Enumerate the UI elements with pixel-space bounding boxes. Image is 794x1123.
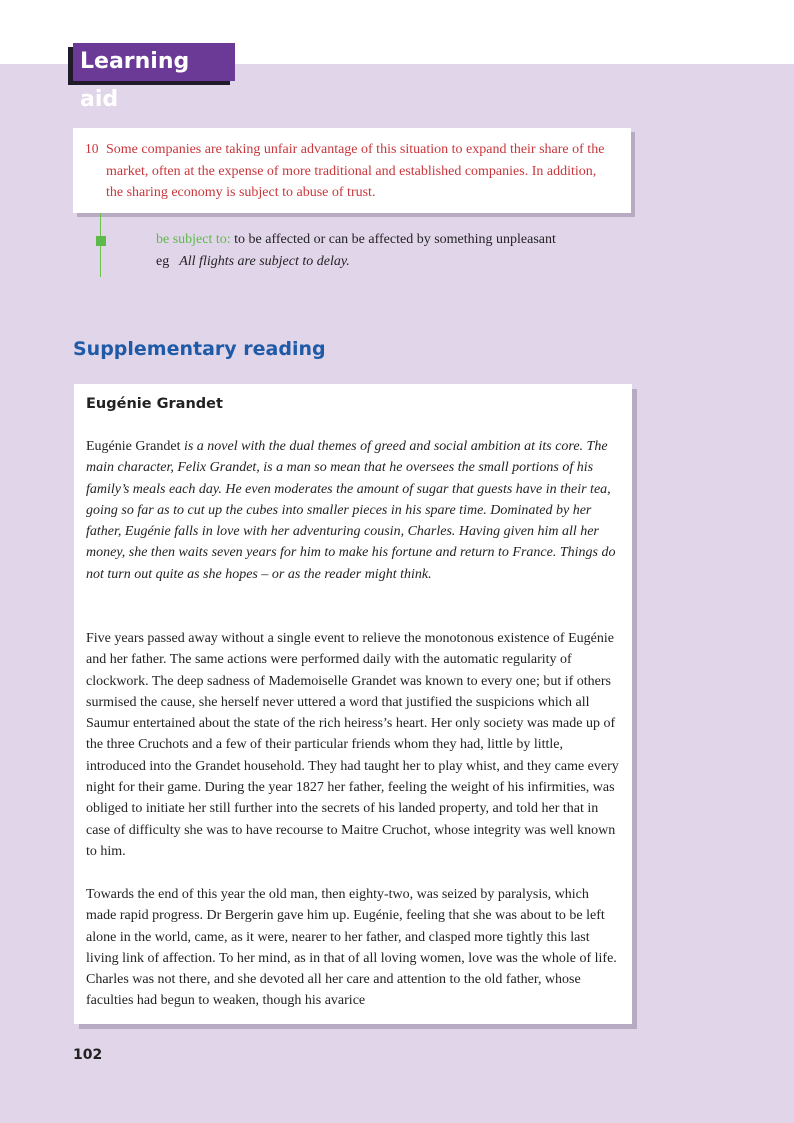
page-number: 102: [73, 1047, 103, 1063]
intro-text: is a novel with the dual themes of greed and social ambition at its core. The main character, Felix Grandet, is a man so mean that he oversees the small portions of his family’s meals each day. He even moderates the amount of sugar that guests have in their tea, going so far as to cut up the cubes into smaller pieces in his spare time. Dominated by her father, Eugénie falls in love with her adventuring cousin, Charles. Having given him all her money, she then waits seven years for him to make his fortune and return to France. Things do not turn out quite as she hopes – or as the reader might think.: [86, 439, 616, 582]
vocab-eg-sentence: All flights are subject to delay.: [179, 254, 350, 269]
reading-paragraph-3: Towards the end of this year the old man, then eighty-two, was seized by paralysis, which made rapid progress. Dr Bergerin gave him up. Eugénie, feeling that she was about to be left alone in the world, came, as it were, nearer to her father, and clasped more tightly this last living link of affection. To her mind, as in that of all loving women, love was the whole of life. Charles was not there, and she devoted all her care and attention to the old father, whose faculties had begun to weaken, though his avarice: [86, 887, 617, 1009]
vocab-term: be subject to:: [156, 232, 231, 247]
intro-book-title: Eugénie Grandet: [86, 439, 181, 454]
note-box: [73, 128, 631, 213]
vocab-marker-square: [96, 236, 106, 246]
reading-paragraph-2: Five years passed away without a single event to relieve the monotonous existence of Eugénie and her father. The same actions were performed daily with the automatic regularity of clockwork. The deep sadness of Mademoiselle Grandet was known to every one; but if others surmised the cause, she herself never uttered a word that justified the suspicions which all Saumur entertained about the state of the rich heiress’s heart. Her only society was made up of the three Cruchots and a few of their particular friends whom they had, little by little, introduced into the Grandet household. They had taught her to play whist, and they came every night for their game. During the year 1827 her father, feeling the weight of his infirmities, was obliged to initiate her still further into the secrets of his landed property, and told her that in case of difficulty she was to have recourse to Maitre Cruchot, whose integrity was well known to him.: [86, 631, 619, 859]
vocab-definition: to be affected or can be affected by something unpleasant: [230, 232, 556, 247]
section-tag-label: Learning aid: [80, 49, 190, 112]
supplementary-reading-heading: Supplementary reading: [73, 338, 326, 360]
reading-intro-paragraph: [86, 436, 621, 585]
reading-box: [74, 384, 632, 1024]
vocab-eg-label: eg: [156, 254, 170, 269]
note-text: Some companies are taking unfair advantage of this situation to expand their share of the market, often at the expense of more traditional and established companies. In addition, the sharing economy is subject to abuse of trust.: [106, 142, 605, 200]
vocab-example-line: [156, 254, 350, 270]
note-number: 10: [85, 141, 99, 156]
section-tag-learning-aid: [73, 43, 235, 112]
reading-title: Eugénie Grandet: [86, 396, 223, 412]
vocab-definition-line: [156, 232, 556, 248]
